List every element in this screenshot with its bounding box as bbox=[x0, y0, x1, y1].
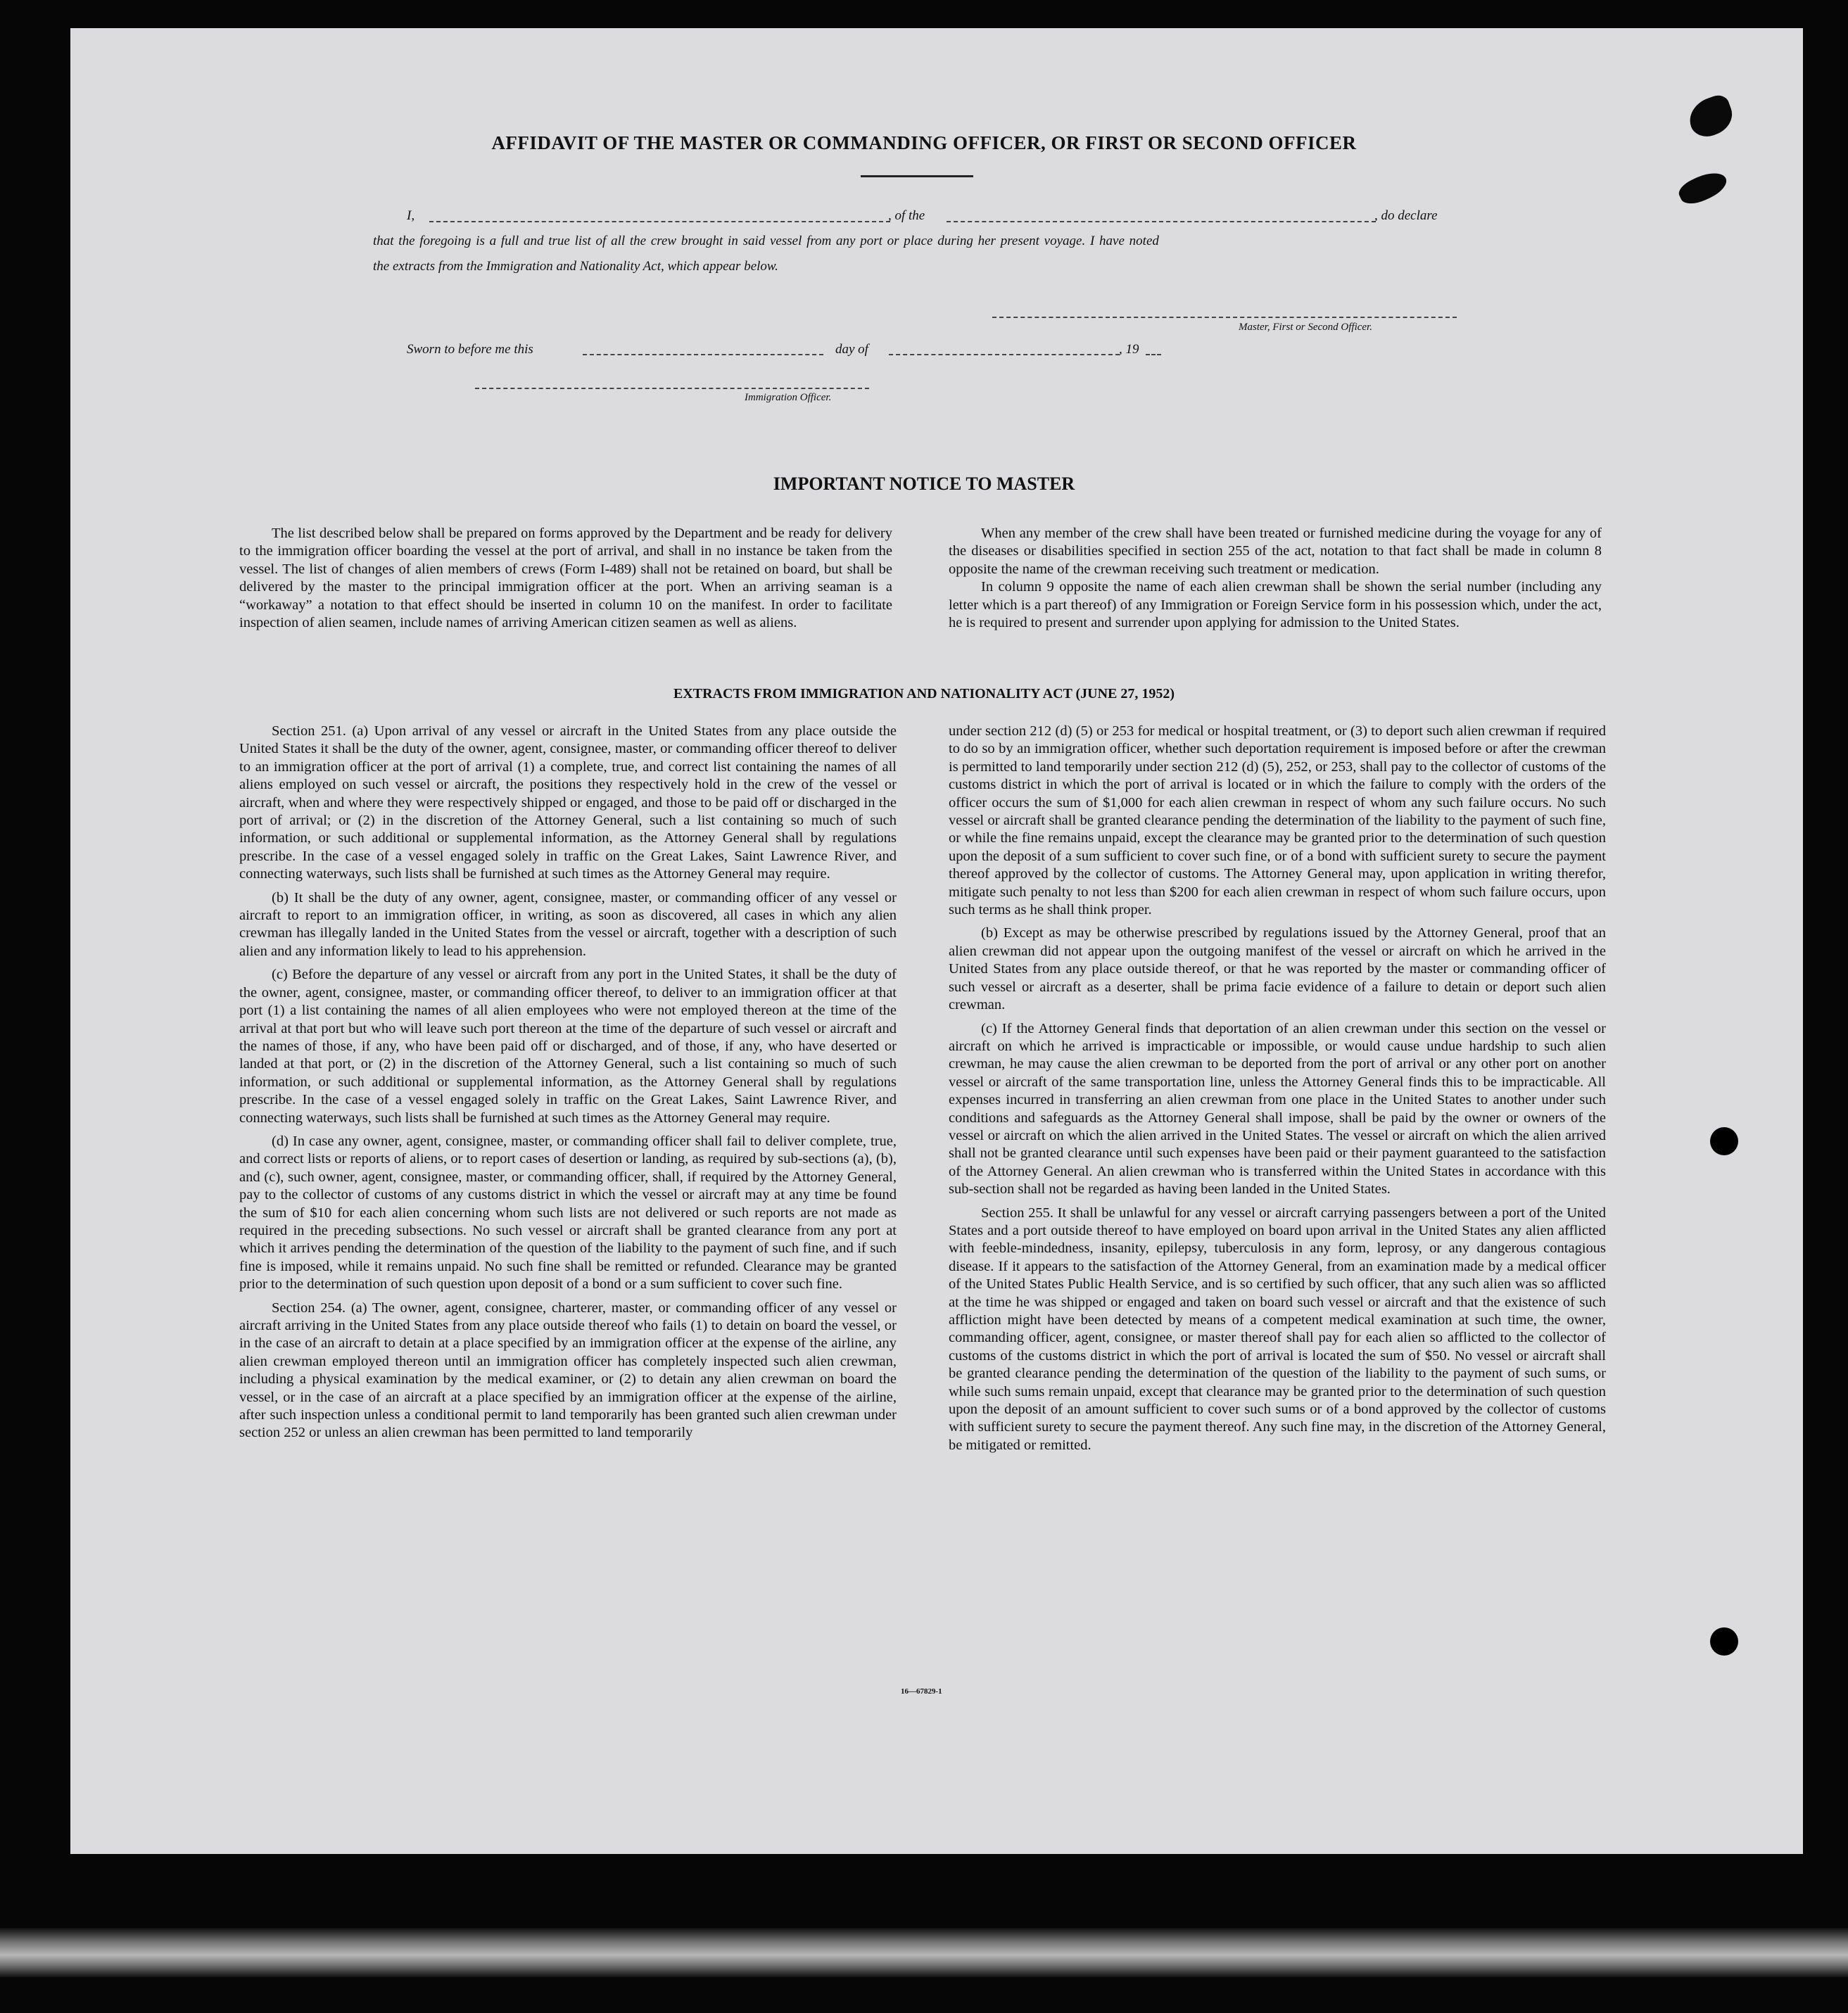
officer-signature-caption: Immigration Officer. bbox=[745, 392, 832, 403]
form-number: 16—67829-1 bbox=[901, 1687, 942, 1696]
extract-paragraph: (d) In case any owner, agent, consignee, master, or commanding officer shall fail to deliver complete, true, and correct lists or reports of aliens, or to report cases of desertion or landing, as required by sub-sections (a), (b), and (c), such owner, agent, consignee, master, or commanding officer, shall, if required by the Attorney General, pay to the collector of customs of any customs district in which the vessel or aircraft may at any time be found the sum of $10 for each alien concerning whom such lists are not delivered or such reports are not made as required in the preceding subsections. No such vessel or aircraft shall be granted clearance from any port at which it arrives pending the determination of the question of the liability to the payment of such fine, and if such fine is imposed, while it remains unpaid. No such fine shall be remitted or refunded. Clearance may be granted prior to the determination of such question upon deposit of a bond or a sum sufficient to cover such fine. bbox=[239, 1133, 897, 1293]
sworn-year-blank[interactable] bbox=[1146, 354, 1161, 355]
master-signature-line[interactable] bbox=[992, 317, 1457, 318]
notice-paragraph: The list described below shall be prepared on forms approved by the Department and be ready for delivery to the immigration officer boarding the vessel at the port of arrival, and shall in no instance be taken from the vessel. The list of changes of alien members of crews (Form I-489) shall not be retained on board, but shall be delivered by the master to the principal immigration officer at the port. When an arriving seaman is a “workaway” a notation to that effect should be inserted in column 10 on the manifest. In order to facilitate inspection of alien seamen, include names of arriving American citizen seamen as well as aliens. bbox=[239, 526, 892, 631]
extracts-left-column bbox=[239, 723, 897, 1442]
extract-paragraph: Section 255. It shall be unlawful for any vessel or aircraft carrying passengers between a port of the United States and a port outside thereof to have employed on board upon arrival in the United States any alien afflicted with feeble-mindedness, insanity, epilepsy, tuberculosis in any form, leprosy, or any dangerous contagious disease. If it appears to the satisfaction of the Attorney General, from an examination made by a medical officer of the United States Public Health Service, and is so certified by such officer, that any such alien was so afflicted at the time he was shipped or engaged and taken on board such vessel or aircraft and that the existence of such affliction might have been detected by means of a competent medical examination at such time, the owner, commanding officer, agent, consignee, or master thereof shall pay for each alien so afflicted to the collector of customs of the customs district in which the port of arrival is located the sum of $50. No vessel or aircraft shall be granted clearance pending the determination of the question of the liability to the payment of such sums, or while such sums remain unpaid, except that clearance may be granted prior to the determination of such question upon the deposit of an amount sufficient to cover such sums or of a bond approved by the collector of customs with sufficient surety to secure the payment thereof. Any such fine may, in the discretion of the Attorney General, be mitigated or remitted. bbox=[949, 1205, 1606, 1453]
extract-paragraph: under section 212 (d) (5) or 253 for medical or hospital treatment, or (3) to deport such alien crewman if required to do so by an immigration officer, whether such deportation requirement is imposed before or after the crewman is permitted to land temporarily under section 212 (d) (5), 252, or 253, shall pay to the collector of customs of the customs district in which the port of arrival is located or in which the failure to comply with the orders of the officer occurs the sum of $1,000 for each alien crewman in respect of whom any such failure occurs. No such vessel or aircraft shall be granted clearance pending the determination of the liability to the payment of such fine, or while the fine remains unpaid, except the clearance may be granted prior to the determination of such question upon the deposit of a sum sufficient to cover such fine, or of a bond with sufficient surety to secure the payment thereof approved by the collector of customs. The Attorney General may, upon application in writing therefor, mitigate such penalty to not less than $200 for each alien crewman in respect of whom such failure occurs, upon such terms as he shall think proper. bbox=[949, 723, 1606, 918]
declaration-line-2: the extracts from the Immigration and Nationality Act, which appear below. bbox=[373, 259, 778, 274]
extract-paragraph: (b) Except as may be otherwise prescribed by regulations issued by the Attorney General, proof that an alien crewman did not appear upon the outgoing manifest of the vessel or aircraft on which he arrived in the United States from any place outside thereof, or that he was reported by the master or commanding officer of such vessel or aircraft as a deserter, shall be prima facie evidence of a failure to detain or deport such alien crewman. bbox=[949, 925, 1606, 1013]
extract-paragraph: (c) If the Attorney General finds that deportation of an alien crewman under this section on the vessel or aircraft on which he arrived is impracticable or impossible, or would cause undue hardship to such alien crewman, he may cause the alien crewman to be deported from the port of arrival or any other port on another vessel or aircraft of the same transportation line, unless the Attorney General finds this to be impracticable. All expenses incurred in transferring an alien crewman from one place in the United States to another under such conditions and safeguards as the Attorney General shall impose, shall be paid by the owner or owners of the vessel or aircraft on which the alien arrived in the United States. The vessel or aircraft on which the alien arrived shall not be granted clearance until such expenses have been paid or their payment guaranteed to the satisfaction of the Attorney General. An alien crewman who is transferred within the United States in accordance with this sub-section shall not be regarded as having been landed in the United States. bbox=[949, 1020, 1606, 1198]
extract-paragraph: Section 251. (a) Upon arrival of any vessel or aircraft in the United States from any place outside the United States it shall be the duty of the owner, agent, consignee, master, or commanding officer thereof to deliver to an immigration officer at the port of arrival (1) a complete, true, and correct list containing the names of all aliens employed on such vessel or aircraft, the positions they respectively hold in the crew of the vessel or aircraft, when and where they were respectively shipped or engaged, and those to be paid off or discharged in the port of arrival; or (2) in the discretion of the Attorney General, such a list containing so much of such information, or such additional or supplemental information, as the Attorney General shall by regulations prescribe. In the case of a vessel engaged solely in traffic on the Great Lakes, Saint Lawrence River, and connecting waterways, such lists shall be furnished at such times as the Attorney General may require. bbox=[239, 723, 897, 882]
affidavit-title: AFFIDAVIT OF THE MASTER OR COMMANDING OFFICER, OR FIRST OR SECOND OFFICER bbox=[491, 132, 1357, 153]
of-the-label: , of the bbox=[888, 208, 925, 223]
sworn-month-blank[interactable] bbox=[889, 354, 1120, 355]
punch-hole bbox=[1710, 1627, 1738, 1656]
punch-hole bbox=[1710, 1127, 1738, 1155]
day-of-label: day of bbox=[835, 342, 868, 357]
notice-right-column bbox=[949, 525, 1602, 632]
do-declare-label: , do declare bbox=[1374, 208, 1438, 223]
extracts-title: EXTRACTS FROM IMMIGRATION AND NATIONALITY ACT (JUNE 27, 1952) bbox=[673, 686, 1175, 701]
extract-paragraph: Section 254. (a) The owner, agent, consignee, charterer, master, or commanding officer of any vessel or aircraft arriving in the United States from any place outside thereof who fails (1) to detain on board the vessel, or in the case of an aircraft to detain at a place specified by an immigration officer at the expense of the airline, any alien crewman employed thereon until an immigration officer has completely inspected such alien crewman, including a physical examination by the medical examiner, or (2) to detain any alien crewman on board the vessel, or in the case of an aircraft at a place specified by an immigration officer at the expense of the airline, after such inspection unless a conditional permit to land temporarily has been granted such alien crewman under section 252 or unless an alien crewman has been permitted to land temporarily bbox=[239, 1300, 897, 1441]
sworn-day-blank[interactable] bbox=[583, 354, 823, 355]
i-label: I, bbox=[407, 208, 415, 223]
extract-paragraph: (b) It shall be the duty of any owner, agent, consignee, master, or commanding officer of any vessel or aircraft to report to an immigration officer, in writing, as soon as discovered, all cases in which any alien crewman has illegally landed in the United States from the vessel or aircraft, together with a description of such alien and any information likely to lead to his apprehension. bbox=[239, 889, 897, 959]
year-label: , 19 bbox=[1119, 342, 1139, 357]
sworn-label: Sworn to before me this bbox=[407, 342, 533, 357]
extract-paragraph: (c) Before the departure of any vessel or aircraft from any port in the United States, it shall be the duty of the owner, agent, consignee, master, or commanding officer thereof, to deliver to an immigration officer at that port (1) a list containing the names of all alien employees who were not employed thereon at the time of the arrival at that port but who will leave such port thereon at the time of the departure of such vessel or aircraft and the names of those, if any, who have been paid off or discharged, and of those, if any, who have deserted or landed at that port, or (2) in the discretion of the Attorney General, such a list containing so much of such information, or such additional or supplemental information, as the Attorney General shall by regulations prescribe. In the case of a vessel engaged solely in traffic on the Great Lakes, Saint Lawrence River, and connecting waterways, such lists shall be furnished at such times as the Attorney General may require. bbox=[239, 967, 897, 1126]
vessel-blank[interactable] bbox=[947, 221, 1376, 222]
declaration-line-1: that the foregoing is a full and true list of all the crew brought in said vessel from any port or place during her present voyage. I have noted bbox=[373, 234, 1159, 248]
notice-paragraph: In column 9 opposite the name of each alien crewman shall be shown the serial number (including any letter which is a part thereof) of any Immigration or Foreign Service form in his possession which, under the act, he is required to present and surrender upon applying for admission to the United States. bbox=[949, 579, 1602, 631]
notice-paragraph: When any member of the crew shall have been treated or furnished medicine during the voyage for any of the diseases or disabilities specified in section 255 of the act, notation to that fact shall be made in column 8 opposite the name of the crewman receiving such treatment or medication. bbox=[949, 526, 1602, 577]
notice-title: IMPORTANT NOTICE TO MASTER bbox=[773, 474, 1075, 494]
extracts-right-column bbox=[949, 723, 1606, 1454]
notice-left-column bbox=[239, 525, 892, 632]
scan-edge-streak bbox=[0, 1928, 1848, 1977]
officer-signature-line[interactable] bbox=[475, 388, 869, 389]
name-blank[interactable] bbox=[429, 221, 890, 222]
master-signature-caption: Master, First or Second Officer. bbox=[1239, 322, 1372, 333]
title-rule bbox=[861, 175, 973, 177]
